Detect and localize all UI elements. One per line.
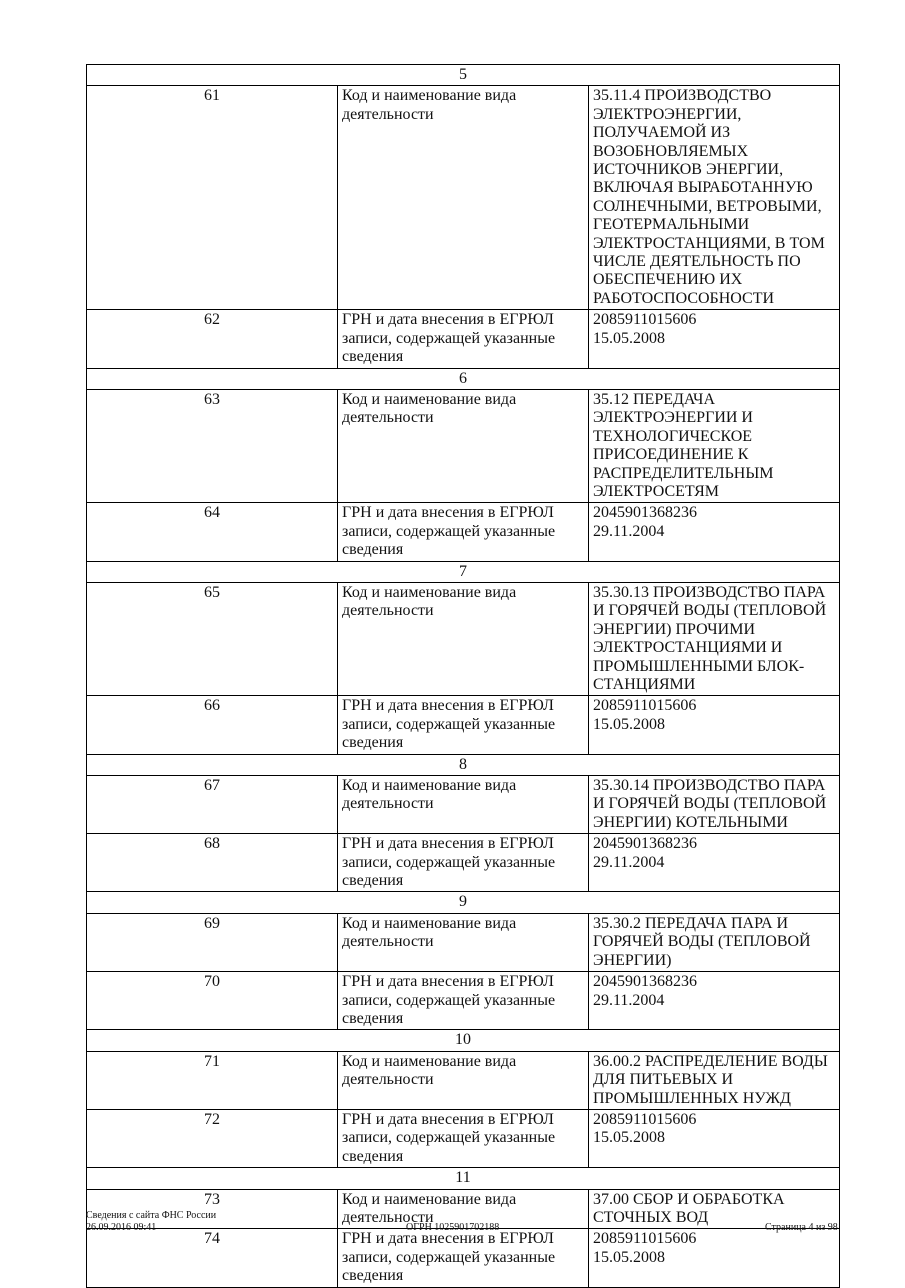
field-value: 35.30.14 ПРОИЗВОДСТВО ПАРА И ГОРЯЧЕЙ ВОДЫ (ТЕПЛОВОЙ ЭНЕРГИИ) КОТЕЛЬНЫМИ [589, 776, 840, 834]
record-date: 15.05.2008 [593, 715, 665, 733]
grn-number: 2045901368236 [593, 973, 697, 991]
section-number: 9 [87, 892, 840, 913]
field-value [589, 972, 840, 1030]
table-row [87, 503, 840, 561]
row-number: 62 [87, 310, 338, 368]
field-label: ГРН и дата внесения в ЕГРЮЛ записи, содержащей указанные сведения [338, 503, 589, 561]
table-row [87, 776, 840, 834]
field-label: Код и наименование вида деятельности [338, 86, 589, 310]
field-value [589, 834, 840, 892]
field-label: ГРН и дата внесения в ЕГРЮЛ записи, содержащей указанные сведения [338, 696, 589, 754]
section-header-row [87, 1030, 840, 1051]
row-number: 61 [87, 86, 338, 310]
footer-ogrn: ОГРН 1025901702188 [406, 1222, 500, 1233]
field-value: 37.00 СБОР И ОБРАБОТКА СТОЧНЫХ ВОД [589, 1189, 840, 1229]
grn-number: 2085911015606 [593, 1230, 697, 1248]
table-row [87, 913, 840, 971]
footer-datetime: 26.09.2016 09:41 [86, 1222, 157, 1233]
section-header-row [87, 892, 840, 913]
field-value [589, 696, 840, 754]
field-label: Код и наименование вида деятельности [338, 582, 589, 695]
section-number: 8 [87, 754, 840, 775]
field-label: Код и наименование вида деятельности [338, 1189, 589, 1229]
record-date: 15.05.2008 [593, 1248, 665, 1266]
field-value [589, 503, 840, 561]
table-row [87, 1051, 840, 1109]
record-date: 29.11.2004 [593, 522, 665, 540]
record-date: 29.11.2004 [593, 991, 665, 1009]
field-label: Код и наименование вида деятельности [338, 776, 589, 834]
grn-number: 2045901368236 [593, 504, 697, 522]
grn-number: 2085911015606 [593, 1110, 697, 1128]
row-number: 65 [87, 582, 338, 695]
row-number: 69 [87, 913, 338, 971]
field-value: 35.12 ПЕРЕДАЧА ЭЛЕКТРОЭНЕРГИИ И ТЕХНОЛОГИЧЕСКОЕ ПРИСОЕДИНЕНИЕ К РАСПРЕДЕЛИТЕЛЬНЫМ ЭЛЕКТРОСЕТЯМ [589, 389, 840, 502]
section-number: 6 [87, 368, 840, 389]
grn-number: 2045901368236 [593, 835, 697, 853]
field-value [589, 310, 840, 368]
section-number: 10 [87, 1030, 840, 1051]
footer-source: Сведения с сайта ФНС России [86, 1210, 217, 1221]
row-number: 72 [87, 1109, 338, 1167]
field-label: ГРН и дата внесения в ЕГРЮЛ записи, содержащей указанные сведения [338, 1229, 589, 1287]
table-row [87, 834, 840, 892]
footer-source-block [86, 1210, 216, 1234]
row-number: 64 [87, 503, 338, 561]
field-label: ГРН и дата внесения в ЕГРЮЛ записи, содержащей указанные сведения [338, 1109, 589, 1167]
table-row [87, 972, 840, 1030]
table-row [87, 389, 840, 502]
field-label: ГРН и дата внесения в ЕГРЮЛ записи, содержащей указанные сведения [338, 972, 589, 1030]
record-date: 15.05.2008 [593, 329, 665, 347]
table-row [87, 1109, 840, 1167]
field-value [589, 1229, 840, 1287]
field-label: Код и наименование вида деятельности [338, 389, 589, 502]
table-row [87, 696, 840, 754]
section-header-row [87, 65, 840, 86]
field-label: ГРН и дата внесения в ЕГРЮЛ записи, содержащей указанные сведения [338, 834, 589, 892]
grn-number: 2085911015606 [593, 697, 697, 715]
egrul-activities-table [86, 64, 840, 1288]
section-header-row [87, 1168, 840, 1189]
record-date: 15.05.2008 [593, 1129, 665, 1147]
row-number: 63 [87, 389, 338, 502]
field-value: 35.30.2 ПЕРЕДАЧА ПАРА И ГОРЯЧЕЙ ВОДЫ (ТЕПЛОВОЙ ЭНЕРГИИ) [589, 913, 840, 971]
field-label: Код и наименование вида деятельности [338, 1051, 589, 1109]
section-header-row [87, 754, 840, 775]
row-number: 66 [87, 696, 338, 754]
row-number: 71 [87, 1051, 338, 1109]
section-number: 5 [87, 65, 840, 86]
field-value: 35.30.13 ПРОИЗВОДСТВО ПАРА И ГОРЯЧЕЙ ВОДЫ (ТЕПЛОВОЙ ЭНЕРГИИ) ПРОЧИМИ ЭЛЕКТРОСТАНЦИЯМИ И ПРОМЫШЛЕННЫМИ БЛОК-СТАНЦИЯМИ [589, 582, 840, 695]
field-label: ГРН и дата внесения в ЕГРЮЛ записи, содержащей указанные сведения [338, 310, 589, 368]
field-value: 35.11.4 ПРОИЗВОДСТВО ЭЛЕКТРОЭНЕРГИИ, ПОЛУЧАЕМОЙ ИЗ ВОЗОБНОВЛЯЕМЫХ ИСТОЧНИКОВ ЭНЕРГИИ, ВКЛЮЧАЯ ВЫРАБОТАННУЮ СОЛНЕЧНЫМИ, ВЕТРОВЫМИ, ГЕОТЕРМАЛЬНЫМИ ЭЛЕКТРОСТАНЦИЯМИ, В ТОМ ЧИСЛЕ ДЕЯТЕЛЬНОСТЬ ПО ОБЕСПЕЧЕНИЮ ИХ РАБОТОСПОСОБНОСТИ [589, 86, 840, 310]
footer-page-number: Страница 4 из 98 [765, 1222, 838, 1233]
field-value: 36.00.2 РАСПРЕДЕЛЕНИЕ ВОДЫ ДЛЯ ПИТЬЕВЫХ И ПРОМЫШЛЕННЫХ НУЖД [589, 1051, 840, 1109]
section-header-row [87, 368, 840, 389]
row-number: 74 [87, 1229, 338, 1287]
table-row [87, 86, 840, 310]
row-number: 67 [87, 776, 338, 834]
row-number: 68 [87, 834, 338, 892]
table-row [87, 582, 840, 695]
section-header-row [87, 561, 840, 582]
section-number: 7 [87, 561, 840, 582]
field-label: Код и наименование вида деятельности [338, 913, 589, 971]
field-value [589, 1109, 840, 1167]
grn-number: 2085911015606 [593, 311, 697, 329]
table-body [87, 65, 840, 1288]
table-row [87, 1229, 840, 1287]
table-row [87, 310, 840, 368]
section-number: 11 [87, 1168, 840, 1189]
row-number: 73 [87, 1189, 338, 1229]
record-date: 29.11.2004 [593, 853, 665, 871]
row-number: 70 [87, 972, 338, 1030]
